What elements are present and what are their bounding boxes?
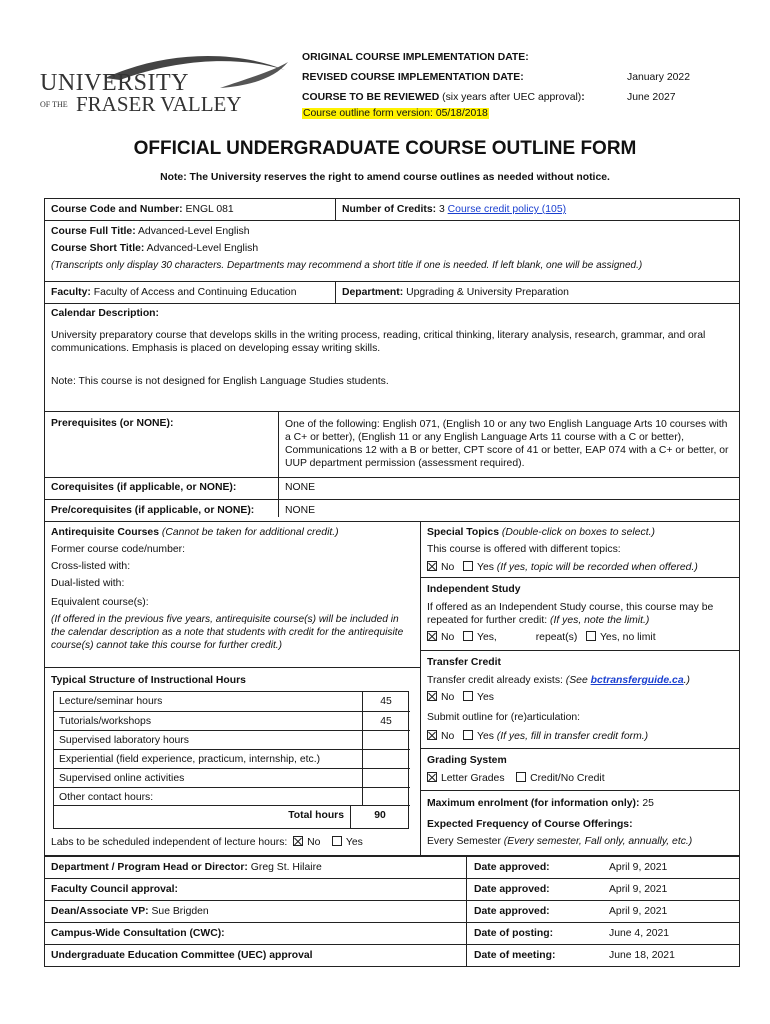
table-row	[54, 749, 410, 768]
prerequisites-value: One of the following: English 071, (English 10 or any two English Language Arts 10 courses with a C+ or better), (English 11 or any English Language Arts 11 course with a C or better), Communications 12 with a B or better, CPT score of 41 or better, EAP 074 with a C+ or better, or UUP department permission (assessment required).	[285, 419, 729, 469]
approval-row	[45, 878, 739, 900]
equivalent-courses: Equivalent course(s):	[51, 597, 149, 608]
date-label: Date approved:	[474, 884, 550, 895]
labs-yes-checkbox[interactable]	[332, 836, 342, 846]
frequency-value: Every Semester (Every semester, Fall only, annually, etc.)	[427, 836, 693, 847]
transfer-credit-label: Transfer Credit	[427, 657, 501, 668]
special-yes-checkbox[interactable]	[463, 561, 473, 571]
total-hours-value: 90	[374, 810, 386, 821]
calendar-label: Calendar Description:	[51, 308, 159, 319]
dual-listed: Dual-listed with:	[51, 578, 125, 589]
logo-of-the: OF THE	[40, 100, 68, 109]
independent-study-options: No Yes, repeat(s) Yes, no limit	[427, 631, 656, 643]
approval-row	[45, 900, 739, 922]
approvals-table	[44, 856, 740, 967]
date-label: Date approved:	[474, 906, 550, 917]
approval-label: Campus-Wide Consultation (CWC):	[51, 928, 225, 939]
hours-row-value: 45	[380, 696, 392, 707]
date-label: Date of meeting:	[474, 950, 556, 961]
approval-label: Department / Program Head or Director: Greg St. Hilaire	[51, 862, 322, 873]
special-no-checkbox[interactable]	[427, 561, 437, 571]
table-row	[54, 730, 410, 749]
prerequisites-label: Prerequisites (or NONE):	[51, 418, 174, 429]
antirequisite-note: (If offered in the previous five years, antirequisite course(s) will be included in the calendar description as a note that students with credit for the antirequisite course(s) cannot take this course for further credit.)	[51, 614, 404, 651]
corequisites-value: NONE	[285, 482, 316, 493]
grading-system-label: Grading System	[427, 755, 507, 766]
approval-label: Faculty Council approval:	[51, 884, 179, 895]
credit-no-credit-checkbox[interactable]	[516, 772, 526, 782]
review-date-label: COURSE TO BE REVIEWED (six years after UEC approval):	[302, 92, 585, 103]
date-value: April 9, 2021	[609, 862, 668, 873]
revised-date-label: REVISED COURSE IMPLEMENTATION DATE:	[302, 72, 524, 83]
transcript-note: (Transcripts only display 30 characters. Departments may recommend a short title if one is needed. If left blank, one will be assigned.)	[51, 260, 643, 271]
revised-date-value: January 2022	[627, 72, 690, 83]
hours-row-value: 45	[380, 716, 392, 727]
rearticulation-yes-checkbox[interactable]	[463, 730, 473, 740]
labs-no-checkbox[interactable]	[293, 836, 303, 846]
independent-no-checkbox[interactable]	[427, 631, 437, 641]
course-full-title: Course Full Title: Advanced-Level English	[51, 226, 250, 237]
grading-options: Letter Grades Credit/No Credit	[427, 772, 605, 784]
approval-row	[45, 944, 739, 966]
faculty: Faculty: Faculty of Access and Continuing Education	[51, 287, 297, 298]
table-row	[54, 768, 410, 787]
credits: Number of Credits: 3 Course credit policy (105)	[342, 204, 567, 215]
university-logo	[40, 48, 250, 118]
independent-study-text: If offered as an Independent Study course, this course may be repeated for further credit: (If yes, note the limit.)	[427, 602, 714, 626]
hours-row-label: Other contact hours:	[59, 792, 154, 803]
frequency-label: Expected Frequency of Course Offerings:	[427, 819, 633, 830]
date-value: April 9, 2021	[609, 906, 668, 917]
date-value: June 4, 2021	[609, 928, 670, 939]
department: Department: Upgrading & University Preparation	[342, 287, 569, 298]
hours-row-label: Supervised laboratory hours	[59, 735, 189, 746]
letter-grades-checkbox[interactable]	[427, 772, 437, 782]
former-course: Former course code/number:	[51, 544, 185, 555]
calendar-note: Note: This course is not designed for English Language Studies students.	[51, 376, 389, 387]
antirequisite-label: Antirequisite Courses (Cannot be taken for additional credit.)	[51, 527, 339, 538]
approval-label: Dean/Associate VP: Sue Brigden	[51, 906, 209, 917]
approval-label: Undergraduate Education Committee (UEC) approval	[51, 950, 313, 961]
independent-nolimit-checkbox[interactable]	[586, 631, 596, 641]
table-row	[54, 787, 410, 806]
submit-rearticulation: Submit outline for (re)articulation:	[427, 712, 581, 723]
date-value: April 9, 2021	[609, 884, 668, 895]
table-row	[54, 711, 410, 730]
special-topics-label: Special Topics (Double-click on boxes to select.)	[427, 527, 655, 538]
transfer-no-checkbox[interactable]	[427, 691, 437, 701]
date-label: Date approved:	[474, 862, 550, 873]
approval-row	[45, 922, 739, 944]
precorequisites-label: Pre/corequisites (if applicable, or NONE):	[51, 505, 255, 516]
credit-policy-link[interactable]: Course credit policy (105)	[447, 204, 567, 215]
transfer-yes-checkbox[interactable]	[463, 691, 473, 701]
independent-study-label: Independent Study	[427, 584, 521, 595]
calendar-description: University preparatory course that develops skills in the writing process, reading, critical thinking, literary analysis, research, grammar, and oral communications. Emphasis is placed on developing essay writing skills.	[51, 330, 706, 354]
precorequisites-value: NONE	[285, 505, 316, 516]
logo-university: UNIVERSITY	[40, 70, 189, 96]
special-topics-options: No Yes (If yes, topic will be recorded when offered.)	[427, 561, 698, 573]
rearticulation-options: No Yes (If yes, fill in transfer credit form.)	[427, 730, 648, 742]
rearticulation-no-checkbox[interactable]	[427, 730, 437, 740]
approval-row	[45, 856, 739, 878]
instructional-hours-label: Typical Structure of Instructional Hours	[51, 675, 246, 686]
hours-row-label: Supervised online activities	[59, 773, 185, 784]
corequisites-label: Corequisites (if applicable, or NONE):	[51, 482, 237, 493]
course-short-title: Course Short Title: Advanced-Level English	[51, 243, 259, 254]
total-hours-label: Total hours	[288, 810, 344, 821]
hours-table	[53, 691, 409, 829]
max-enrolment: Maximum enrolment (for information only): 25	[427, 798, 654, 809]
date-value: June 18, 2021	[609, 950, 675, 961]
independent-yes-checkbox[interactable]	[463, 631, 473, 641]
hours-row-label: Tutorials/workshops	[59, 716, 152, 727]
form-version: Course outline form version: 05/18/2018	[303, 108, 488, 119]
original-date-label: ORIGINAL COURSE IMPLEMENTATION DATE:	[302, 52, 529, 63]
date-label: Date of posting:	[474, 928, 554, 939]
bctransferguide-link[interactable]: bctransferguide.ca	[590, 675, 684, 686]
course-code: Course Code and Number: ENGL 081	[51, 204, 234, 215]
hours-row-label: Lecture/seminar hours	[59, 696, 163, 707]
transfer-exists-options: No Yes	[427, 691, 494, 703]
cross-listed: Cross-listed with:	[51, 561, 131, 572]
labs-scheduled: Labs to be scheduled independent of lecture hours: No Yes	[51, 837, 363, 848]
special-topics-text: This course is offered with different topics:	[427, 544, 621, 555]
table-row	[54, 692, 410, 711]
transfer-exists: Transfer credit already exists: (See bctransferguide.ca.)	[427, 675, 690, 686]
page-title: OFFICIAL UNDERGRADUATE COURSE OUTLINE FORM	[133, 138, 637, 159]
logo-fraser-valley: FRASER VALLEY	[76, 92, 242, 116]
review-date-value: June 2027	[627, 92, 676, 103]
amend-note: Note: The University reserves the right to amend course outlines as needed without notice.	[160, 172, 610, 183]
hours-row-label: Experiential (field experience, practicum, internship, etc.)	[59, 754, 321, 765]
